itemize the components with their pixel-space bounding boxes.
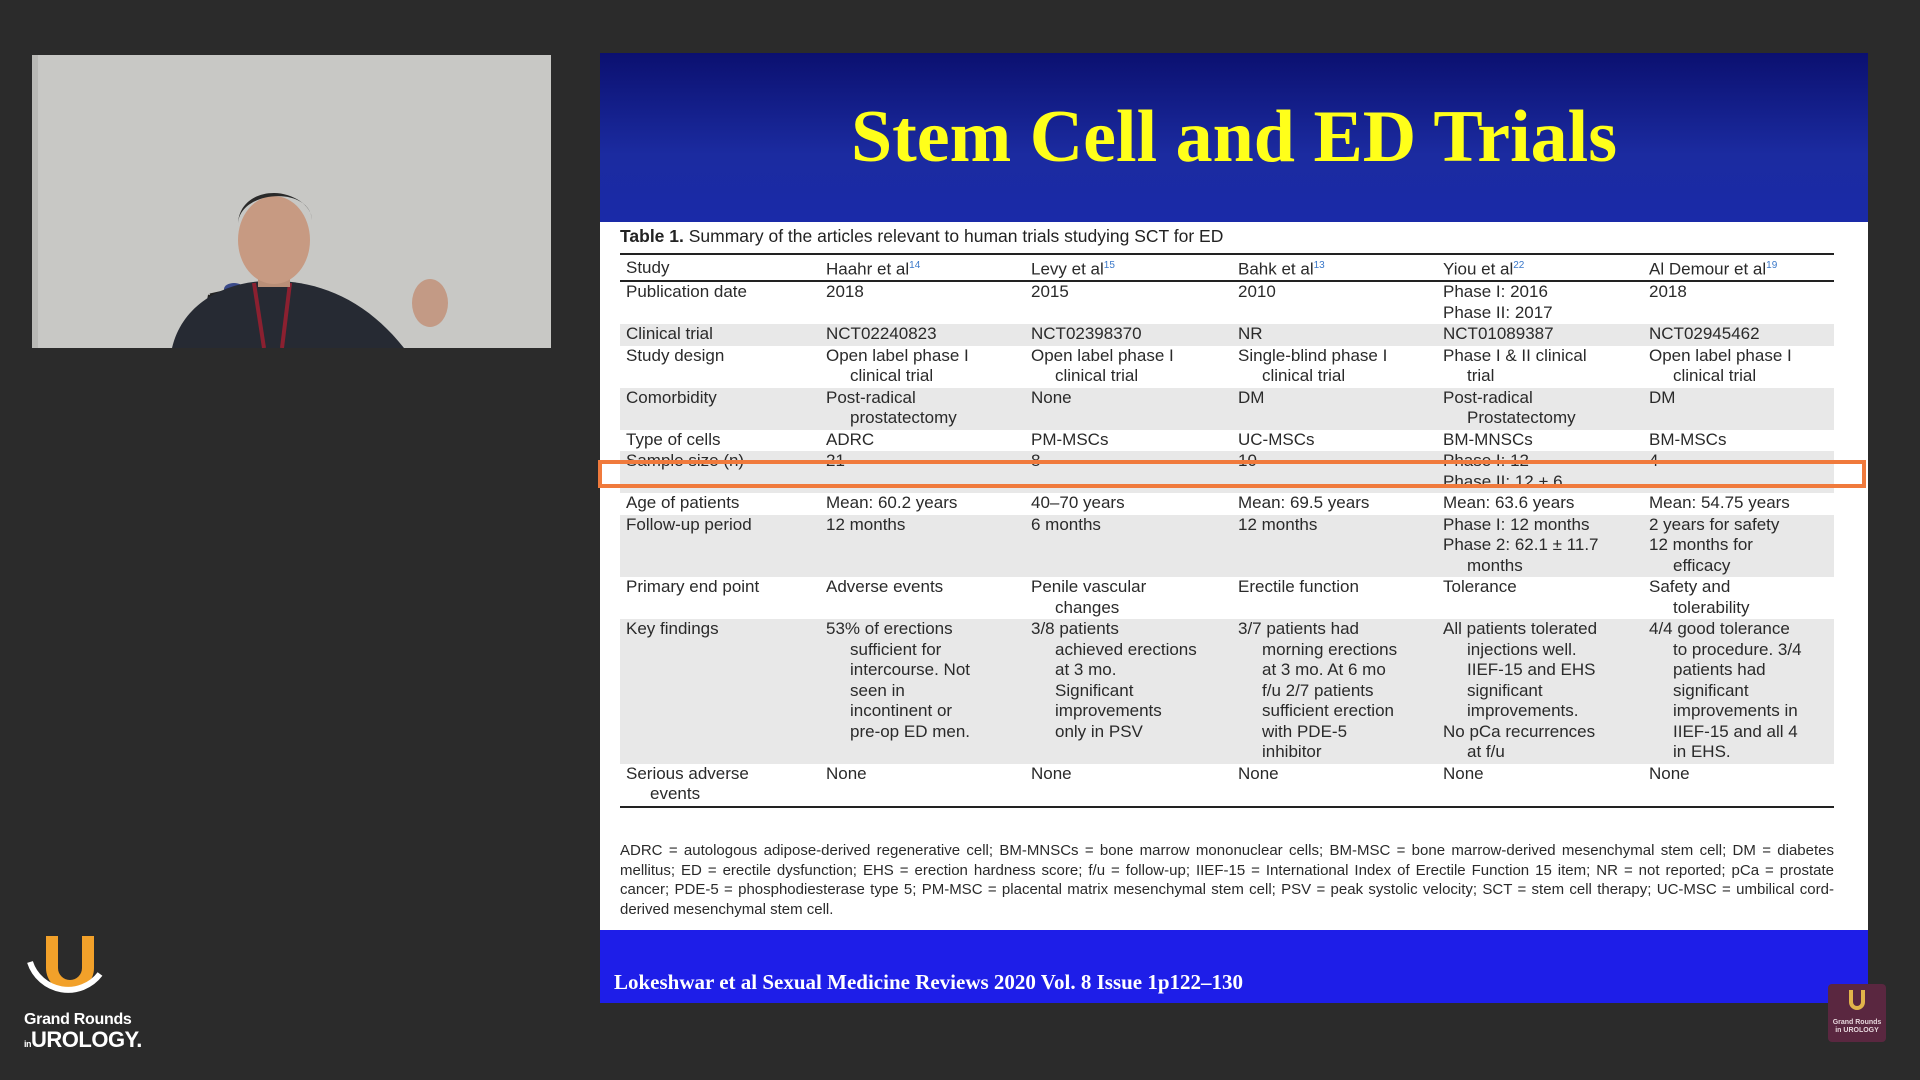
table-cell bbox=[1025, 430, 1232, 452]
table-cell bbox=[1643, 577, 1834, 619]
table-cell bbox=[1437, 430, 1643, 452]
cell-line: significant bbox=[1467, 680, 1543, 700]
presentation-slide bbox=[600, 53, 1868, 1003]
watermark-text-2: in UROLOGY bbox=[1835, 1027, 1879, 1034]
cell-line: Phase I: 2016 bbox=[1443, 282, 1548, 302]
cell-line: NCT02945462 bbox=[1649, 324, 1760, 344]
cell-line: improvements in bbox=[1673, 701, 1798, 721]
cell-line: Post-radical bbox=[1443, 387, 1533, 407]
column-header-label: Yiou et al bbox=[1443, 259, 1514, 279]
cell-line: Mean: 69.5 years bbox=[1238, 493, 1370, 513]
cell-line: None bbox=[1031, 387, 1072, 407]
row-label-line: Primary end point bbox=[626, 577, 760, 597]
reference-number: 14 bbox=[909, 260, 921, 271]
table-row bbox=[620, 493, 1834, 515]
u-logo-icon bbox=[24, 932, 104, 1002]
cell-line: Mean: 60.2 years bbox=[826, 493, 958, 513]
cell-line: 6 months bbox=[1031, 514, 1101, 534]
cell-line: 8 bbox=[1031, 451, 1041, 471]
cell-line: 2015 bbox=[1031, 282, 1069, 302]
row-label bbox=[620, 281, 820, 324]
reference-number: 22 bbox=[1513, 260, 1525, 271]
table-cell bbox=[1232, 451, 1437, 493]
cell-line: prostatectomy bbox=[850, 408, 957, 428]
table-cell bbox=[1025, 515, 1232, 578]
slide-title: Stem Cell and ED Trials bbox=[850, 96, 1618, 178]
table-row bbox=[620, 324, 1834, 346]
cell-line: clinical trial bbox=[850, 366, 934, 386]
cell-line: only in PSV bbox=[1055, 721, 1143, 741]
cell-line: None bbox=[1238, 763, 1279, 783]
row-label-line: Comorbidity bbox=[626, 387, 717, 407]
table-cell bbox=[1232, 619, 1437, 764]
cell-line: sufficient erection bbox=[1262, 701, 1394, 721]
row-label bbox=[620, 451, 820, 493]
cell-line: Phase I: 12 bbox=[1443, 451, 1530, 471]
table-cell bbox=[820, 324, 1025, 346]
cell-line: UC-MSCs bbox=[1238, 429, 1315, 449]
table-cell bbox=[1437, 346, 1643, 388]
table-caption bbox=[620, 226, 1223, 247]
table-cell bbox=[1025, 346, 1232, 388]
cell-line: in EHS. bbox=[1673, 742, 1731, 762]
table-cell bbox=[1643, 324, 1834, 346]
cell-line: None bbox=[1443, 763, 1484, 783]
table-cell bbox=[1232, 493, 1437, 515]
table-cell bbox=[1643, 764, 1834, 807]
cell-line: clinical trial bbox=[1055, 366, 1139, 386]
table-cell bbox=[1437, 281, 1643, 324]
table-cell bbox=[1232, 764, 1437, 807]
table-cell bbox=[1025, 281, 1232, 324]
cell-line: achieved erections bbox=[1055, 639, 1197, 659]
reference-number: 13 bbox=[1313, 260, 1325, 271]
table-cell bbox=[1232, 388, 1437, 430]
table-cell bbox=[1643, 281, 1834, 324]
table-cell bbox=[1437, 451, 1643, 493]
column-header-5 bbox=[1643, 254, 1834, 281]
cell-line: Phase I & II clinical bbox=[1443, 345, 1587, 365]
table-cell bbox=[1437, 619, 1643, 764]
cell-line: None bbox=[826, 763, 867, 783]
table-row bbox=[620, 430, 1834, 452]
column-header-4 bbox=[1437, 254, 1643, 281]
cell-line: significant bbox=[1673, 680, 1749, 700]
cell-line: Safety and bbox=[1649, 577, 1731, 597]
cell-line: 2018 bbox=[826, 282, 864, 302]
table-cell bbox=[1643, 430, 1834, 452]
row-label bbox=[620, 388, 820, 430]
column-header-label: Haahr et al bbox=[826, 259, 910, 279]
table-cell bbox=[820, 515, 1025, 578]
cell-line: Single-blind phase I bbox=[1238, 345, 1388, 365]
cell-line: NCT01089387 bbox=[1443, 324, 1554, 344]
table-cell bbox=[1232, 324, 1437, 346]
logo-text-grand-rounds: Grand Rounds bbox=[24, 1011, 132, 1028]
table-row bbox=[620, 764, 1834, 807]
table-cell bbox=[1643, 451, 1834, 493]
cell-line: Mean: 54.75 years bbox=[1649, 493, 1790, 513]
cell-line: NCT02398370 bbox=[1031, 324, 1142, 344]
cell-line: efficacy bbox=[1673, 555, 1731, 575]
column-header-label: Study bbox=[626, 257, 670, 277]
row-label-line: Serious adverse bbox=[626, 763, 749, 783]
table-cell bbox=[1437, 515, 1643, 578]
row-label-line: Study design bbox=[626, 345, 725, 365]
cell-line: Open label phase I bbox=[1649, 345, 1792, 365]
cell-line: pre-op ED men. bbox=[850, 721, 970, 741]
table-cell bbox=[820, 346, 1025, 388]
cell-line: 2018 bbox=[1649, 282, 1687, 302]
table-cell bbox=[820, 493, 1025, 515]
column-header-3 bbox=[1232, 254, 1437, 281]
cell-line: 12 months bbox=[1238, 514, 1318, 534]
cell-line: improvements. bbox=[1467, 701, 1579, 721]
column-header-1 bbox=[820, 254, 1025, 281]
cell-line: inhibitor bbox=[1262, 742, 1322, 762]
cell-line: 3/7 patients had bbox=[1238, 619, 1359, 639]
cell-line: Mean: 63.6 years bbox=[1443, 493, 1575, 513]
cell-line: trial bbox=[1467, 366, 1495, 386]
cell-line: 3/8 patients bbox=[1031, 619, 1119, 639]
table-cell bbox=[1232, 346, 1437, 388]
cell-line: tolerability bbox=[1673, 597, 1750, 617]
cell-line: months bbox=[1467, 555, 1523, 575]
speaker-figure bbox=[32, 55, 551, 348]
row-label-line: events bbox=[650, 784, 701, 804]
cell-line: None bbox=[1649, 763, 1690, 783]
table-cell bbox=[1437, 764, 1643, 807]
cell-line: BM-MSCs bbox=[1649, 429, 1727, 449]
u-mini-icon bbox=[1842, 988, 1872, 1014]
table-header-row bbox=[620, 254, 1834, 281]
row-label-line: Type of cells bbox=[626, 429, 721, 449]
table-cell bbox=[1025, 619, 1232, 764]
row-label-line: Age of patients bbox=[626, 493, 740, 513]
cell-line: Open label phase I bbox=[1031, 345, 1174, 365]
cell-line: intercourse. Not bbox=[850, 660, 970, 680]
speaker-video bbox=[32, 55, 551, 348]
row-label-line: Follow-up period bbox=[626, 514, 752, 534]
trials-table bbox=[620, 253, 1834, 808]
cell-line: with PDE-5 bbox=[1262, 721, 1348, 741]
row-label bbox=[620, 430, 820, 452]
table-cell bbox=[1232, 515, 1437, 578]
citation: Lokeshwar et al Sexual Medicine Reviews 2020 Vol. 8 Issue 1p122–130 bbox=[614, 970, 1244, 994]
cell-line: Erectile function bbox=[1238, 577, 1359, 597]
cell-line: Significant bbox=[1055, 680, 1134, 700]
cell-line: PM-MSCs bbox=[1031, 429, 1109, 449]
watermark-text-1: Grand Rounds bbox=[1832, 1019, 1882, 1026]
cell-line: at 3 mo. At 6 mo bbox=[1262, 660, 1386, 680]
logo-text-in: in bbox=[24, 1039, 31, 1049]
cell-line: changes bbox=[1055, 597, 1120, 617]
slide-header bbox=[600, 53, 1868, 222]
cell-line: None bbox=[1031, 763, 1072, 783]
cell-line: Open label phase I bbox=[826, 345, 969, 365]
cell-line: Phase II: 12 + 6 bbox=[1443, 471, 1563, 491]
cell-line: 53% of erections bbox=[826, 619, 953, 639]
table-cell bbox=[820, 388, 1025, 430]
table-cell bbox=[1232, 430, 1437, 452]
cell-line: 2 years for safety bbox=[1649, 514, 1780, 534]
table-cell bbox=[1025, 324, 1232, 346]
reference-number: 19 bbox=[1766, 260, 1778, 271]
cell-line: Tolerance bbox=[1443, 577, 1517, 597]
table-row bbox=[620, 388, 1834, 430]
row-label bbox=[620, 493, 820, 515]
cell-line: improvements bbox=[1055, 701, 1162, 721]
table-cell bbox=[1025, 493, 1232, 515]
cell-line: f/u 2/7 patients bbox=[1262, 680, 1374, 700]
table-cell bbox=[820, 281, 1025, 324]
cell-line: IIEF-15 and EHS bbox=[1467, 660, 1596, 680]
logo-text-urology-word: UROLOGY. bbox=[31, 1027, 142, 1052]
table-row bbox=[620, 515, 1834, 578]
table-cell bbox=[1643, 388, 1834, 430]
cell-line: 12 months bbox=[826, 514, 906, 534]
table-cell bbox=[1643, 619, 1834, 764]
cell-line: 21 bbox=[826, 451, 845, 471]
cell-line: to procedure. 3/4 bbox=[1673, 639, 1802, 659]
table-body bbox=[620, 281, 1834, 807]
cell-line: 2010 bbox=[1238, 282, 1276, 302]
cell-line: ADRC bbox=[826, 429, 875, 449]
cell-line: at f/u bbox=[1467, 742, 1505, 762]
cell-line: at 3 mo. bbox=[1055, 660, 1117, 680]
column-header-label: Bahk et al bbox=[1238, 259, 1314, 279]
slide-footer bbox=[600, 930, 1868, 1003]
cell-line: Adverse events bbox=[826, 577, 944, 597]
cell-line: No pCa recurrences bbox=[1443, 721, 1596, 741]
table-row bbox=[620, 451, 1834, 493]
cell-line: Penile vascular bbox=[1031, 577, 1147, 597]
cell-line: NCT02240823 bbox=[826, 324, 937, 344]
table-cell bbox=[820, 430, 1025, 452]
cell-line: Prostatectomy bbox=[1467, 408, 1576, 428]
cell-line: Phase 2: 62.1 ± 11.7 bbox=[1443, 535, 1599, 555]
table-cell bbox=[1025, 577, 1232, 619]
column-header-0 bbox=[620, 254, 820, 281]
cell-line: 40–70 years bbox=[1031, 493, 1125, 513]
row-label-line: Clinical trial bbox=[626, 324, 713, 344]
cell-line: IIEF-15 and all 4 bbox=[1673, 721, 1798, 741]
table-cell bbox=[1025, 764, 1232, 807]
table-cell bbox=[1025, 451, 1232, 493]
row-label bbox=[620, 346, 820, 388]
row-label bbox=[620, 619, 820, 764]
cell-line: BM-MNSCs bbox=[1443, 429, 1533, 449]
table-row bbox=[620, 577, 1834, 619]
cell-line: NR bbox=[1238, 324, 1263, 344]
row-label bbox=[620, 515, 820, 578]
table-cell bbox=[1437, 493, 1643, 515]
table-cell bbox=[1437, 577, 1643, 619]
table-row bbox=[620, 619, 1834, 764]
grand-rounds-logo bbox=[24, 932, 142, 1055]
cell-line: injections well. bbox=[1467, 639, 1577, 659]
table-cell bbox=[820, 764, 1025, 807]
row-label-line: Sample size (n) bbox=[626, 451, 745, 471]
cell-line: incontinent or bbox=[850, 701, 953, 721]
cell-line: Phase II: 2017 bbox=[1443, 302, 1553, 322]
row-label bbox=[620, 764, 820, 807]
table-cell bbox=[1437, 324, 1643, 346]
table-footnote: ADRC = autologous adipose-derived regenerative cell; BM-MNSCs = bone marrow mononuclear cells; BM-MSC = bone marrow-derived mesenchymal stem cell; DM = diabetes mellitus; ED = erectile dysfunction; EHS = erection hardness score; f/u = follow-up; IIEF-15 = International Index of Erectile Function 15 item; NR = not reported; pCa = prostate cancer; PDE-5 = phosphodiesterase type 5; PM-MSC = placental matrix mesenchymal stem cell; PSV = peak systolic velocity; SCT = stem cell therapy; UC-MSC = umbilical cord-derived mesenchymal stem cell. bbox=[620, 842, 1834, 918]
cell-line: 4/4 good tolerance bbox=[1649, 619, 1790, 639]
table-cell bbox=[1437, 388, 1643, 430]
row-label bbox=[620, 577, 820, 619]
table-cell bbox=[820, 577, 1025, 619]
table-cell bbox=[1025, 388, 1232, 430]
cell-line: sufficient for bbox=[850, 639, 942, 659]
table-caption-text: Summary of the articles relevant to human trials studying SCT for ED bbox=[683, 226, 1224, 246]
cell-line: morning erections bbox=[1262, 639, 1398, 659]
cell-line: Post-radical bbox=[826, 387, 916, 407]
table-cell bbox=[1643, 493, 1834, 515]
reference-number: 15 bbox=[1103, 260, 1115, 271]
cell-line: patients had bbox=[1673, 660, 1766, 680]
cell-line: seen in bbox=[850, 680, 905, 700]
row-label-line: Key findings bbox=[626, 619, 719, 639]
watermark-logo bbox=[1828, 984, 1886, 1042]
table-caption-label: Table 1. bbox=[620, 226, 684, 246]
table-cell bbox=[820, 451, 1025, 493]
table-cell bbox=[1232, 577, 1437, 619]
table-cell bbox=[1643, 346, 1834, 388]
cell-line: 10 bbox=[1238, 451, 1257, 471]
column-header-2 bbox=[1025, 254, 1232, 281]
cell-line: DM bbox=[1238, 387, 1265, 407]
row-label-line: Publication date bbox=[626, 282, 747, 302]
row-label bbox=[620, 324, 820, 346]
cell-line: Phase I: 12 months bbox=[1443, 514, 1590, 534]
logo-text-urology bbox=[24, 1027, 142, 1055]
cell-line: 4 bbox=[1649, 451, 1659, 471]
cell-line: clinical trial bbox=[1673, 366, 1757, 386]
table-cell bbox=[1232, 281, 1437, 324]
table-cell bbox=[820, 619, 1025, 764]
table-row bbox=[620, 346, 1834, 388]
cell-line: clinical trial bbox=[1262, 366, 1346, 386]
cell-line: DM bbox=[1649, 387, 1676, 407]
table-row bbox=[620, 281, 1834, 324]
cell-line: All patients tolerated bbox=[1443, 619, 1598, 639]
column-header-label: Levy et al bbox=[1031, 259, 1104, 279]
column-header-label: Al Demour et al bbox=[1649, 259, 1767, 279]
table-cell bbox=[1643, 515, 1834, 578]
cell-line: 12 months for bbox=[1649, 535, 1753, 555]
